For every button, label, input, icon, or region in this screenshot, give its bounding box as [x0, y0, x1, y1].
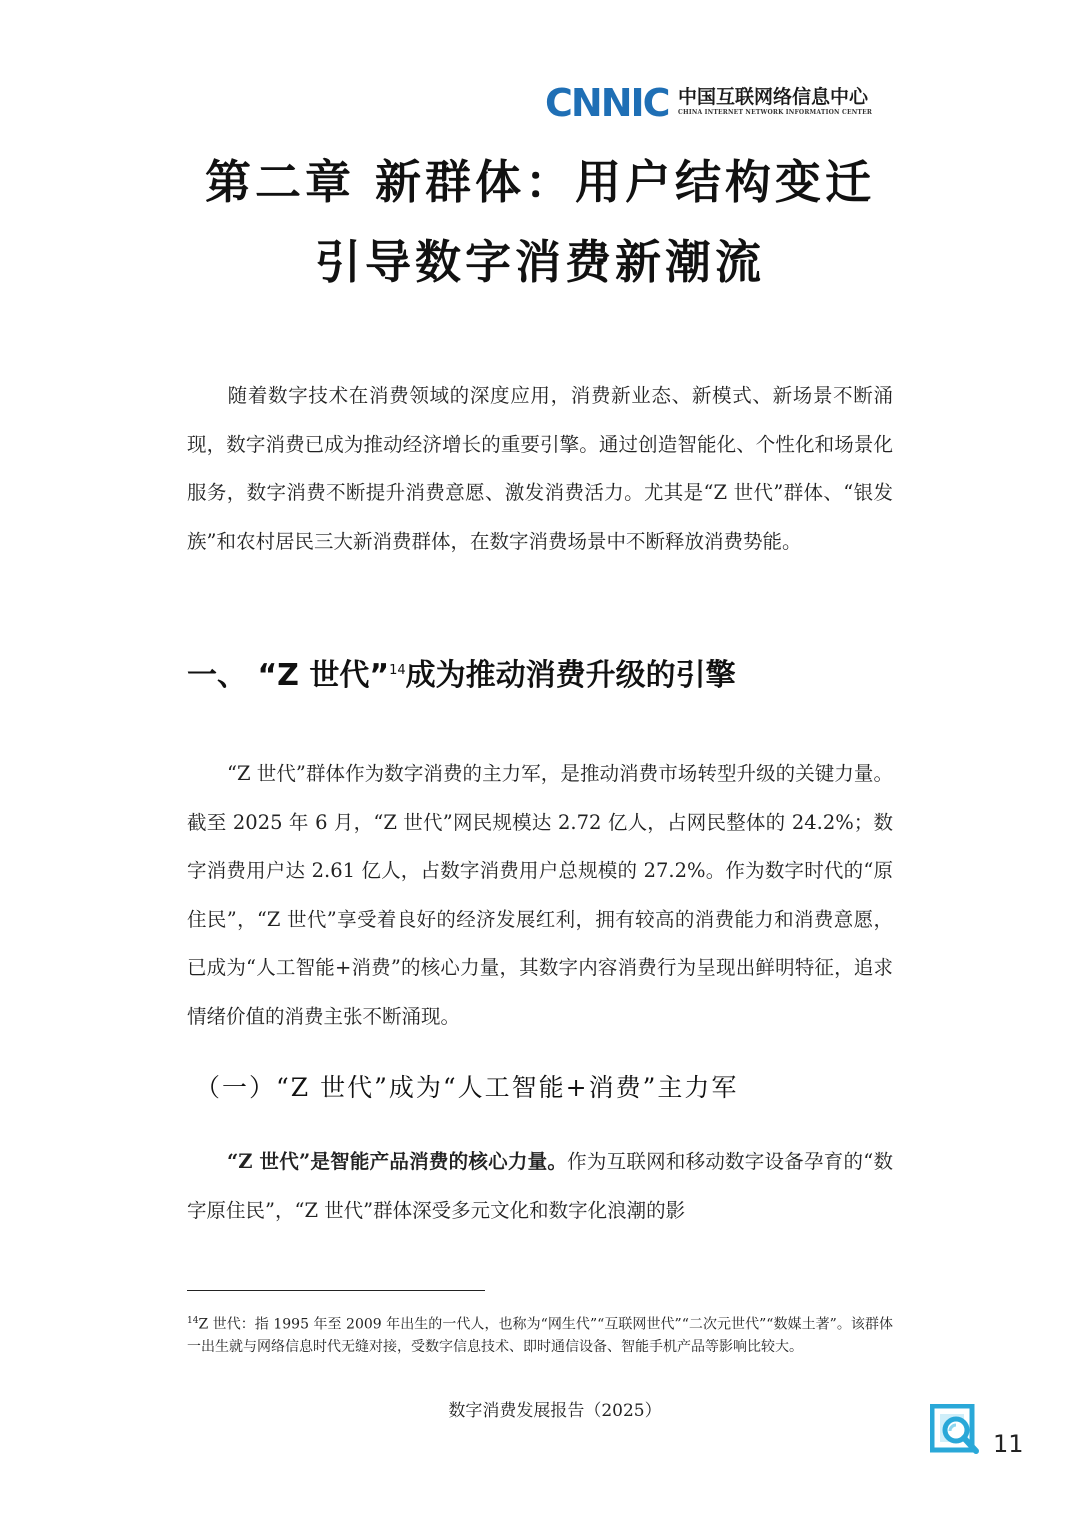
- section-heading: [187, 650, 736, 694]
- section-paragraph: [187, 750, 893, 1041]
- org-name-en: CHINA INTERNET NETWORK INFORMATION CENTER: [678, 109, 873, 116]
- section-paragraph-text: “Z 世代”群体作为数字消费的主力军，是推动消费市场转型升级的关键力量。截至 2025 年 6 月，“Z 世代”网民规模达 2.72 亿人，占网民整体的 24.2%；数字消费用户达 2.61 亿人，占数字消费用户总规模的 27.2%。作为数字时代的“原住民”，“Z 世代”享受着良好的经济发展红利，拥有较高的消费能力和消费意愿，已成为“人工智能+消费”的核心力量，其数字内容消费行为呈现出鲜明特征，追求情绪价值的消费主张不断涌现。: [187, 762, 893, 1028]
- cnnic-logo: [545, 81, 895, 125]
- page-number: 11: [993, 1430, 1024, 1458]
- footnote-divider: [187, 1290, 485, 1291]
- section-heading-suffix: 成为推动消费升级的引擎: [405, 658, 736, 693]
- footnote-mark: 14: [187, 1316, 199, 1326]
- subsection-paragraph: [187, 1138, 893, 1235]
- footnote: [187, 1310, 893, 1358]
- subsection-paragraph-text: 作为互联网和移动数字设备孕育的“数字原住民”，“Z 世代”群体深受多元文化和数字化浪潮的影: [187, 1150, 893, 1222]
- intro-paragraph: [187, 372, 893, 566]
- subsection-heading: （一）“Z 世代”成为“人工智能+消费”主力军: [195, 1073, 739, 1102]
- chapter-title-line1: 第二章 新群体：用户结构变迁: [204, 155, 875, 209]
- footnote-ref-14[interactable]: 14: [389, 663, 406, 678]
- footnote-text: Z 世代：指 1995 年至 2009 年出生的一代人，也称为“网生代”“互联网世代”“二次元世代”“数媒土著”。该群体一出生就与网络信息时代无缝对接，受数字信息技术、即时通信设备、智能手机产品等影响比较大。: [187, 1316, 893, 1355]
- cnnic-logo-mark: CNNIC: [545, 81, 669, 125]
- magnifier-logo-icon: [930, 1404, 980, 1456]
- chapter-title-line2: 引导数字消费新潮流: [315, 235, 765, 289]
- bold-lead-sentence: “Z 世代”是智能产品消费的核心力量。: [227, 1150, 568, 1173]
- org-name-cn: 中国互联网络信息中心: [678, 86, 869, 108]
- section-heading-prefix: 一、 “Z 世代”: [187, 658, 390, 693]
- intro-paragraph-text: 随着数字技术在消费领域的深度应用，消费新业态、新模式、新场景不断涌现，数字消费已成为推动经济增长的重要引擎。通过创造智能化、个性化和场景化服务，数字消费不断提升消费意愿、激发消费活力。尤其是“Z 世代”群体、“银发族”和农村居民三大新消费群体，在数字消费场景中不断释放消费势能。: [187, 384, 893, 553]
- footer-report-title: 数字消费发展报告（2025）: [448, 1401, 662, 1421]
